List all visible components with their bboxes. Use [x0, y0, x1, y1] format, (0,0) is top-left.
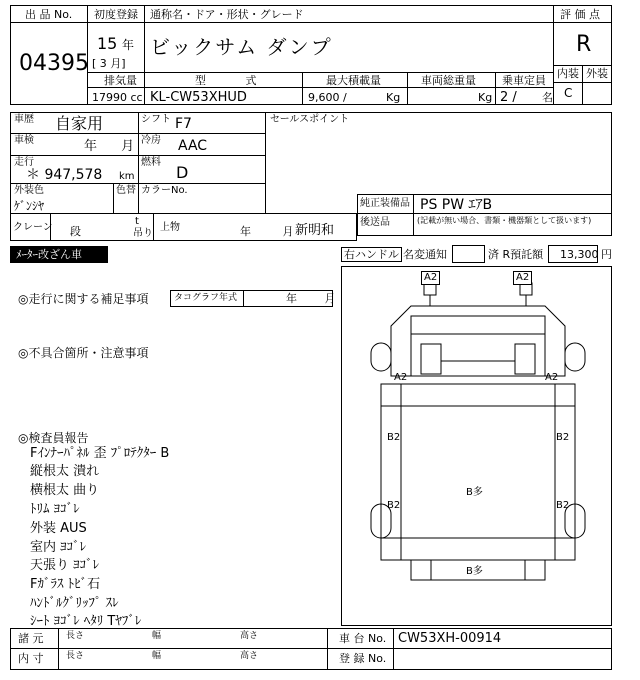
exterior-score-label: 外装	[586, 67, 608, 80]
score-value: R	[576, 32, 592, 57]
aftermarket-label: 後送品	[360, 217, 390, 228]
name-label: 通称名・ドア・形状・グレード	[150, 8, 304, 21]
interior-dim-label: 内 寸	[18, 652, 44, 665]
shift: F7	[175, 116, 192, 132]
report-line: ﾊﾝﾄﾞﾙｸﾞﾘｯﾌﾟ ｽﾚ	[30, 596, 119, 611]
upper-date: 年 月	[240, 225, 294, 238]
first-reg-month: [ 3 月]	[92, 57, 126, 70]
first-reg-year: 15	[97, 34, 118, 53]
length-label-2: 長さ	[66, 651, 85, 661]
history-label: 車歴	[14, 114, 34, 125]
mileage-unit: km	[119, 171, 135, 182]
chassis-no: CW53XH-00914	[398, 631, 502, 646]
registration-label: 登 録 No.	[339, 652, 387, 665]
steering-badge: 右ハンドル	[341, 247, 402, 262]
name-change-box	[452, 245, 485, 263]
equipment-label: 純正装備品	[360, 198, 410, 209]
displacement-label: 排気量	[104, 74, 137, 87]
lot-no: 04395	[19, 51, 89, 76]
damage-bed-center: B多	[466, 487, 483, 498]
capacity: 2 /	[500, 90, 517, 105]
height-label-2: 高さ	[240, 651, 259, 661]
gross-weight-unit: Kg	[478, 91, 493, 104]
tacho-label: タコグラフ年式	[174, 293, 238, 303]
damage-tailgate: B多	[466, 566, 483, 577]
first-reg-label: 初度登録	[94, 8, 138, 21]
ac-label: 冷房	[141, 135, 161, 146]
equipment: PS PW ｴｱB	[420, 197, 493, 213]
mileage-label: 走行	[14, 157, 34, 168]
color-code-label: カラーNo.	[141, 185, 188, 196]
recycle-amount: 13,300	[560, 248, 599, 261]
report-line: Fｶﾞﾗｽ ﾄﾋﾞ石	[30, 577, 101, 592]
dimensions-label: 諸 元	[18, 632, 44, 645]
width-label-2: 幅	[152, 651, 162, 661]
length-label: 長さ	[66, 631, 85, 641]
fuel: D	[176, 163, 189, 182]
interior-score-label: 内装	[557, 67, 579, 80]
exterior-color: ｹﾞﾝｼﾔ	[14, 199, 45, 213]
chassis-label: 車 台 No.	[339, 632, 387, 645]
model-name: ビックサム ダンプ	[150, 35, 333, 59]
name-change-label: 名変通知	[403, 248, 447, 261]
score-label: 評 価 点	[560, 8, 600, 21]
gross-weight-label: 車両総重量	[421, 74, 476, 87]
history: 自家用	[55, 114, 104, 133]
recycle-label: 済 R預託額	[488, 248, 544, 261]
crane-lift-label: 吊り	[133, 228, 153, 239]
fuel-label: 燃料	[141, 157, 161, 168]
damage-front-right: A2	[513, 271, 532, 285]
damage-bed-right-upper: B2	[556, 432, 570, 443]
tacho-value: 年 月	[286, 292, 336, 305]
damage-cab-left: A2	[394, 372, 408, 383]
report-line: 外装 AUS	[30, 521, 87, 536]
first-reg-year-unit: 年	[122, 38, 135, 52]
upper-label: 上物	[160, 222, 180, 233]
footer-frame	[10, 628, 612, 670]
color-change-label: 色替	[116, 185, 136, 196]
max-load: 9,600 /	[308, 91, 347, 104]
recycle-unit: 円	[601, 248, 612, 261]
damage-bed-left-lower: B2	[387, 500, 401, 511]
meter-warning: ﾒｰﾀｰ改ざん車	[10, 246, 108, 263]
interior-score: C	[564, 86, 573, 100]
model-code: KL-CW53XHUD	[150, 90, 247, 105]
damage-front-left: A2	[421, 271, 440, 285]
width-label: 幅	[152, 631, 162, 641]
lot-no-label: 出 品 No.	[25, 8, 73, 21]
max-load-label: 最大積載量	[326, 74, 381, 87]
capacity-label: 乗車定員	[502, 74, 546, 87]
report-line: 縦根太 潰れ	[30, 464, 100, 479]
crane-label: クレーン	[13, 222, 53, 233]
inspector-title: ◎検査員報告	[18, 431, 89, 445]
damage-bed-left-upper: B2	[387, 432, 401, 443]
report-line: 横根太 曲り	[30, 483, 100, 498]
shift-label: シフト	[141, 114, 171, 125]
displacement: 17990 cc	[92, 91, 143, 104]
damage-cab-right: A2	[545, 372, 559, 383]
exterior-color-label: 外装色	[14, 185, 44, 196]
mileage: ＊ 947,578	[26, 167, 103, 183]
report-line: 天張り ﾖｺﾞﾚ	[30, 558, 100, 573]
ac: AAC	[178, 138, 208, 154]
inspection-label: 車検	[14, 135, 34, 146]
defect-title: ◎不具合箇所・注意事項	[18, 346, 149, 360]
capacity-unit: 名	[542, 91, 553, 104]
report-line: Fｲﾝﾅｰﾊﾟﾈﾙ 歪 ﾌﾟﾛﾃｸﾀｰ B	[30, 446, 170, 461]
crane-lift: t	[135, 216, 139, 227]
inspection: 年 月	[84, 139, 135, 154]
aftermarket-note: (記載が無い場合、書類・機器類として扱います)	[417, 216, 592, 225]
report-line: ｼｰﾄ ﾖｺﾞﾚ ﾍﾀﾘ Tﾔﾌﾞﾚ	[30, 614, 142, 629]
sales-point-label: セールスポイント	[270, 114, 350, 125]
report-line: 室内 ﾖｺﾞﾚ	[30, 540, 87, 555]
height-label: 高さ	[240, 631, 259, 641]
max-load-unit: Kg	[386, 91, 401, 104]
crane-stage: 段	[70, 225, 81, 238]
report-line: ﾄﾘﾑ ﾖｺﾞﾚ	[30, 502, 80, 517]
model-label: 型 式	[195, 74, 275, 87]
upper-maker: 新明和	[295, 223, 335, 238]
supplement-title: ◎走行に関する補足事項	[18, 292, 149, 306]
damage-bed-right-lower: B2	[556, 500, 570, 511]
